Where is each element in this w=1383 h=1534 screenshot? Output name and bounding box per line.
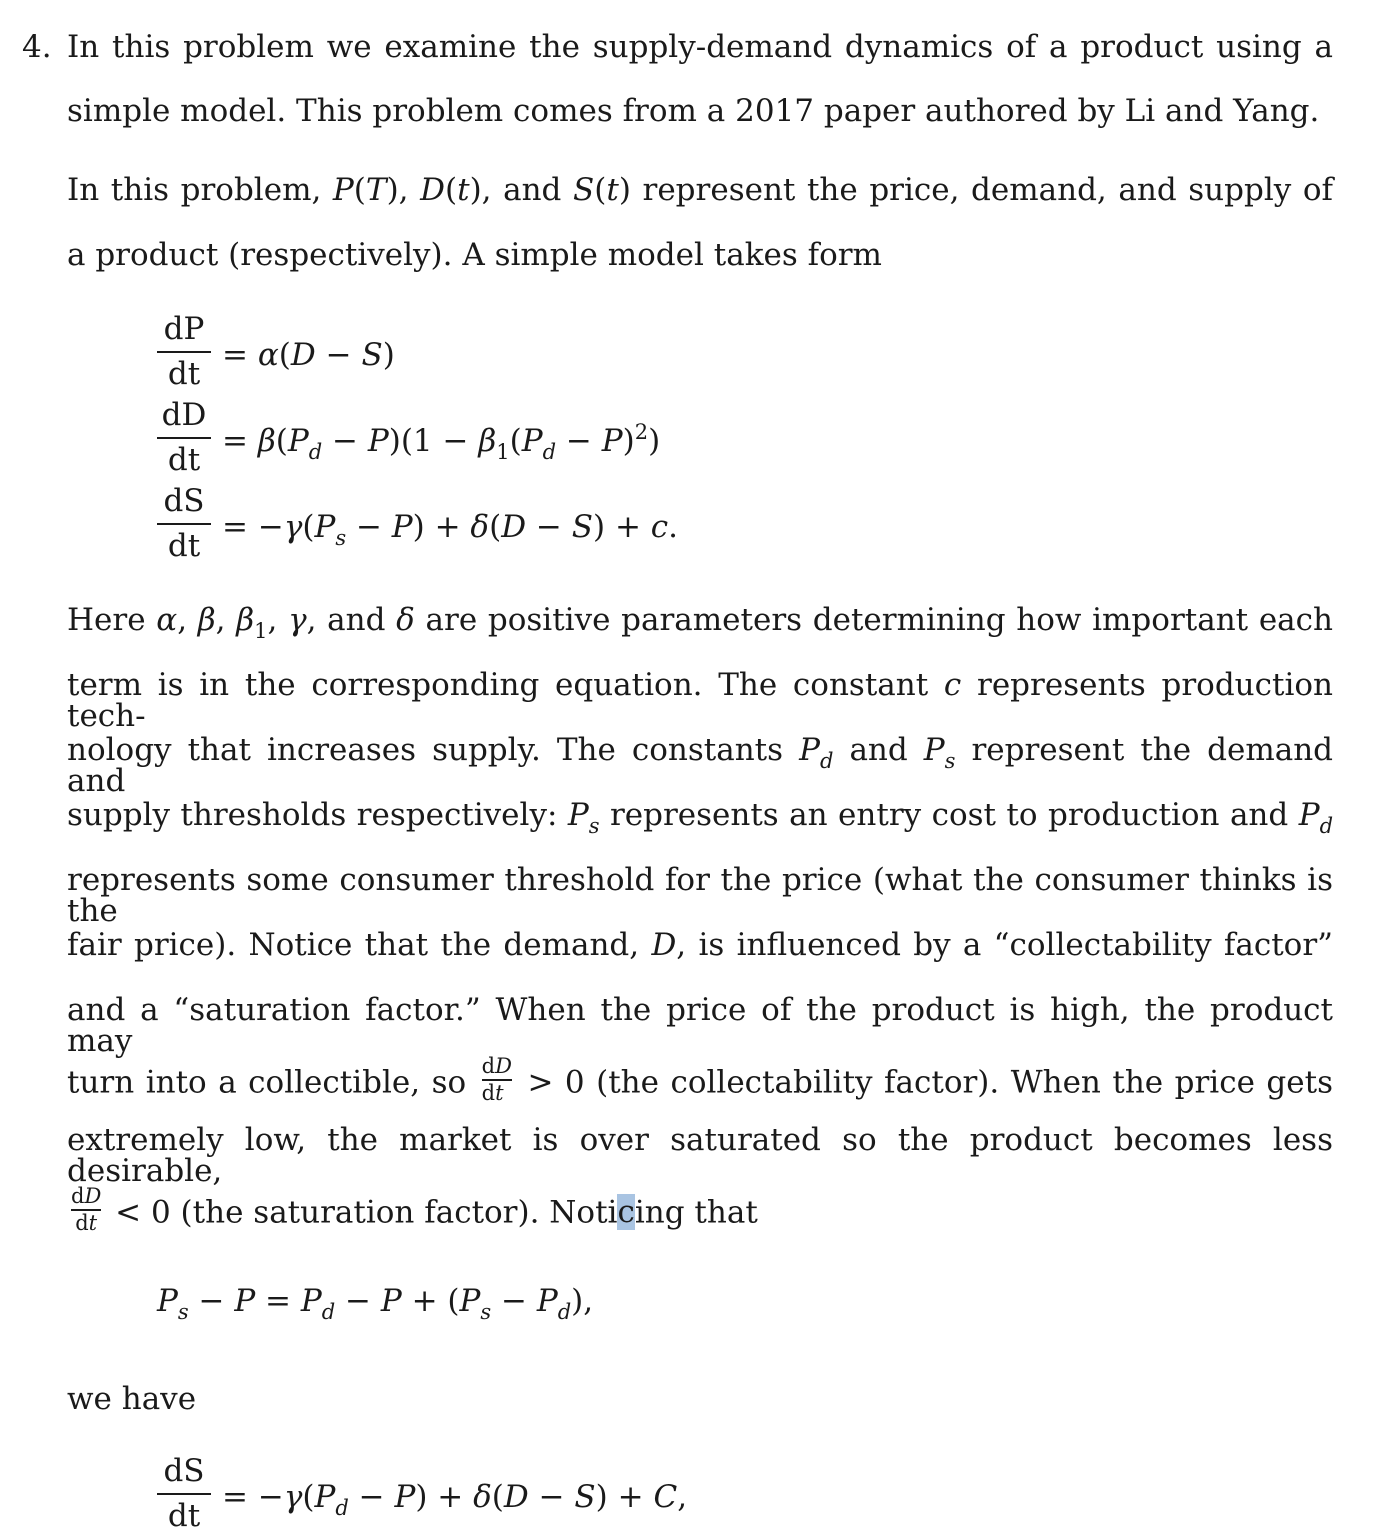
eq2-fraction: dD dt	[157, 400, 211, 476]
paragraph-3-line-10: $\frac{dD}{dt} < 0$ (the saturation factor). Noticing that	[71, 1184, 758, 1235]
eq5-fraction: dS dt	[157, 1456, 211, 1532]
paragraph-2-line-1: In this problem, P(T), D(t), and S(t) represent the price, demand, and supply of	[67, 172, 1333, 208]
paragraph-1-line-2: simple model. This problem comes from a 2017 paper authored by Li and Yang.	[67, 93, 1320, 129]
paragraph-3-line-6: fair price). Notice that the demand, D, is influenced by a “collectability factor”	[67, 927, 1333, 963]
eq1-rhs: = α(D − S)	[222, 337, 395, 373]
paragraph-3-line-1: Here α, β, $\beta_1$, γ, and δ are positive parameters determining how important each	[67, 602, 1333, 643]
paragraph-1-line-1: In this problem we examine the supply-demand dynamics of a product using a	[67, 29, 1333, 65]
problem-number: 4.	[22, 29, 52, 65]
inline-fraction-dd-dt-2: $\frac{dD}{dt}$	[71, 1184, 102, 1235]
eq3-rhs: = $-\gamma(P_s - P) + \delta(D - S) + c$.	[222, 509, 679, 550]
eq5-rhs: = $-\gamma(P_d - P) + \delta(D - S) + C$,	[222, 1479, 688, 1520]
eq2-rhs: = $\beta(P_d - P)(1 - \beta_1(P_d - P)^2)$	[222, 420, 661, 464]
equation-identity: $P_s - P = P_d - P + (P_s - P_d)$,	[157, 1283, 594, 1324]
we-have-text: we have	[67, 1381, 197, 1417]
inline-fraction-dd-dt: $\frac{dD}{dt}$	[481, 1054, 512, 1105]
paragraph-3-line-4: supply thresholds respectively: $P_s$ represents an entry cost to production and $P_d$	[67, 797, 1334, 838]
paragraph-3-line-9: extremely low, the market is over saturated so the product becomes less desirable,	[67, 1122, 1333, 1189]
paragraph-3-line-7: and a “saturation factor.” When the price of the product is high, the product may	[67, 992, 1333, 1059]
text-cursor-highlight[interactable]: c	[617, 1194, 635, 1231]
paragraph-3-line-8: turn into a collectible, so $\frac{dD}{dt} > 0$ (the collectability factor). When the price gets	[67, 1054, 1333, 1105]
eq1-fraction: dP dt	[157, 314, 211, 390]
paragraph-3-line-5: represents some consumer threshold for the price (what the consumer thinks is the	[67, 862, 1333, 929]
paragraph-3-line-2: term is in the corresponding equation. The constant c represents production tech-	[67, 667, 1333, 734]
paragraph-3-line-3: nology that increases supply. The constants $P_d$ and $P_s$ represent the demand and	[67, 732, 1334, 799]
paragraph-2-line-2: a product (respectively). A simple model takes form	[67, 237, 882, 273]
eq3-fraction: dS dt	[157, 486, 211, 562]
